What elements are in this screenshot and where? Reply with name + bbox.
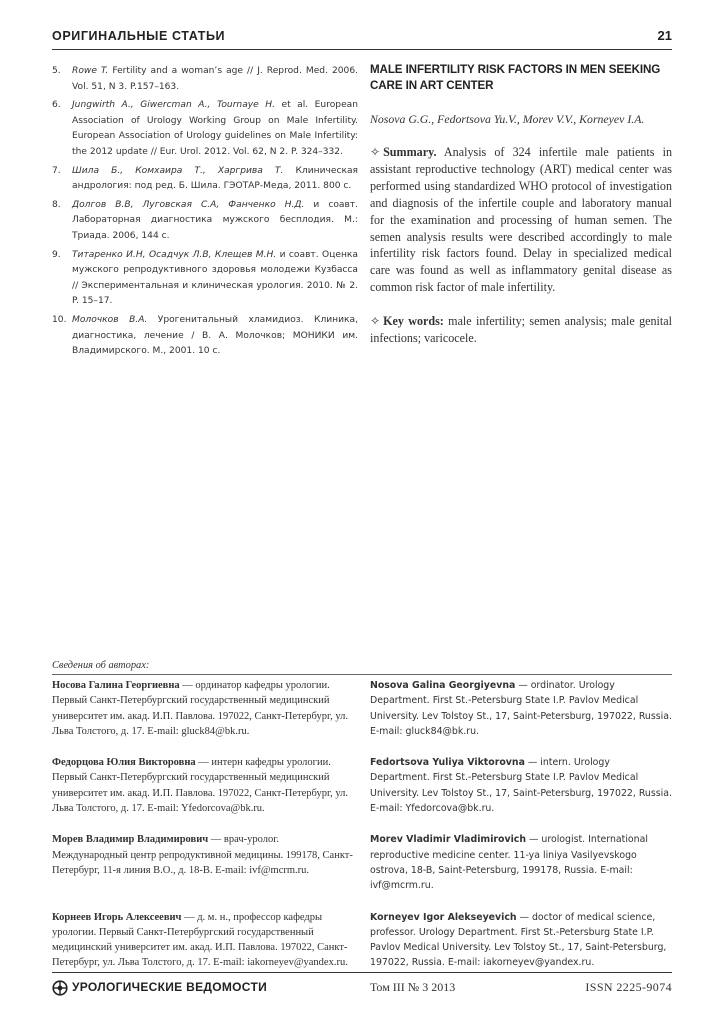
article-authors: Nosova G.G., Fedortsova Yu.V., Morev V.V., Korneyev I.A. xyxy=(370,112,645,126)
author-info-ru xyxy=(52,678,354,739)
author-details-ru: — интерн кафедры урологии. Первый Санкт-Петербургский государственный медицинский университет им. акад. И.П. Павлова. 197022, Санкт-Петербург, ул. Льва Толстого, д. 17. E-mail: Yfedorcova@bk.ru. xyxy=(52,757,349,815)
reference-number: 7. xyxy=(52,165,61,176)
reference-item xyxy=(52,248,358,310)
running-footer xyxy=(52,972,672,1000)
reference-citation: Урогенитальный хламидиоз. Клиника, диагностика, лечение / В. А. Молочков; МОНИКИ им. Владимирского. М., 2001. 10 с. xyxy=(72,314,358,357)
keywords-text: male infertility; semen analysis; male genital infections; varicocele. xyxy=(370,314,672,346)
reference-item xyxy=(52,198,358,245)
author-name-en: Fedortsova Yuliya Viktorovna xyxy=(370,757,525,769)
reference-number: 9. xyxy=(52,249,61,260)
reference-text xyxy=(72,164,358,195)
reference-item xyxy=(52,98,358,160)
author-details-ru: — д. м. н., профессор кафедры урологии. Первый Санкт-Петербургский государственный медицинский университет им. акад. И.П. Павлова. 197022, Санкт-Петербург, ул. Льва Толстого, д. 17. E-mail: iakorneyev@yandex.ru. xyxy=(52,911,348,969)
author-info-ru xyxy=(52,832,354,893)
author-info-en xyxy=(370,832,672,893)
reference-item xyxy=(52,64,358,95)
author-name-ru: Носова Галина Георгиевна xyxy=(52,680,180,691)
author-name-en: Morev Vladimir Vladimirovich xyxy=(370,834,527,846)
author-row xyxy=(52,678,672,739)
summary-label: Summary. xyxy=(383,145,437,159)
author-row xyxy=(52,755,672,816)
reference-authors: Титаренко И.Н, Осадчук Л.В, Клещев М.Н. xyxy=(72,249,277,260)
keywords-paragraph xyxy=(370,313,672,347)
reference-number: 5. xyxy=(52,66,61,76)
reference-authors: Долгов В.В, Луговская С.А, Фанченко Н.Д. xyxy=(72,199,305,210)
summary-text: Analysis of 324 infertile male patients in assistant reproductive technology (ART) medical center was performed using standardized WHO protocol of investigation and diagnosis of the infertile couple and laboratory manual for the examination and processing of human semen. The semen analysis results were described accordingly to male infertility risk factors found. Delay in specialized medical care was found as well as inflammatory genital disease as common risk factor of male infertility. xyxy=(370,145,672,295)
author-name-en: Korneyev Igor Alekseyevich xyxy=(370,911,517,923)
divider xyxy=(52,674,672,675)
author-info-ru xyxy=(52,755,354,816)
author-details-en: — doctor of medical science, professor. Urology Department. First St.-Petersburg State I.P. Pavlov Medical University. Lev Tolstoy St., 17, Saint-Petersburg, 197022, Russia. E-mail: iakorneyev@yandex.ru. xyxy=(370,911,667,969)
reference-citation: et al. European Association of Urology Working Group on Male Infertility. European Association of Urology guidelines on Male Infertility: the 2012 update // Eur. Urol. 2012. Vol. 62, N 2. P. 324–332. xyxy=(72,100,359,157)
reference-text xyxy=(72,248,358,310)
reference-text xyxy=(72,64,358,95)
author-info-en xyxy=(370,678,672,739)
keywords-label: Key words: xyxy=(383,314,444,329)
english-abstract xyxy=(370,62,672,347)
author-name-ru: Федорцова Юлия Викторовна xyxy=(52,757,196,769)
reference-citation: и соавт. Оценка мужского репродуктивного здоровья молодежи Кузбасса // Экспериментальная и клиническая урология. 2010. № 2. P. 15–17. xyxy=(72,249,358,307)
reference-citation: Клиническая андрология: под ред. Б. Шила. ГЭОТАР-Меда, 2011. 800 с. xyxy=(72,165,358,192)
reference-text xyxy=(72,98,358,160)
author-name-ru: Корнеев Игорь Алексеевич xyxy=(52,911,182,923)
author-name-ru: Морев Владимир Владимирович xyxy=(52,834,209,846)
author-name-en: Nosova Galina Georgiyevna xyxy=(370,680,516,691)
author-details-en: — ordinator. Urology Department. First St.-Petersburg State I.P. Pavlov Medical University. Lev Tolstoy St., 17, Saint-Petersburg, 197022, Russia. E-mail: gluck84@bk.ru. xyxy=(370,680,672,737)
author-details-ru: — ординатор кафедры урологии. Первый Санкт-Петербургский государственный медицинский университет им. акад. И.П. Павлова. 197022, Санкт-Петербург, ул. Льва Толстого, д. 17. E-mail: gluck84@bk.ru. xyxy=(52,680,349,737)
authors-info-label: Сведения об авторах: xyxy=(52,660,150,671)
reference-citation: и соавт. Лабораторная диагностика мужского бесплодия. М.: Триада. 2006, 144 с. xyxy=(72,199,358,241)
reference-authors: Молочков В.А. xyxy=(72,314,148,325)
author-row xyxy=(52,910,672,971)
author-info-en xyxy=(370,910,672,971)
reference-text xyxy=(72,313,358,360)
issue-info: Том III № 3 2013 xyxy=(370,980,456,994)
summary-paragraph xyxy=(370,144,672,296)
reference-citation: Fertility and a woman’s age // J. Reprod. Med. 2006. Vol. 51, N 3. P.157–163. xyxy=(72,66,359,92)
author-details-ru: — врач-уролог. Международный центр репродуктивной медицины. 199178, Санкт-Петербург, 11-я линия В.О., д. 18-В. E-mail: ivf@mcrm.ru. xyxy=(52,834,353,876)
reference-number: 6. xyxy=(52,100,61,111)
authors-info xyxy=(52,678,672,987)
author-details-en: — intern. Urology Department. First St.-Petersburg State I.P. Pavlov Medical University. Lev Tolstoy St., 17, Saint-Petersburg, 197022, Russia. E-mail: Yfedorcova@bk.ru. xyxy=(370,757,672,815)
reference-list xyxy=(52,64,358,363)
author-info-ru xyxy=(52,910,354,971)
issn: ISSN 2225-9074 xyxy=(585,980,672,994)
reference-text xyxy=(72,198,358,245)
journal-logo-icon xyxy=(52,980,68,996)
article-title: MALE INFERTILITY RISK FACTORS IN MEN SEEKING CARE IN ART CENTER xyxy=(370,63,661,92)
author-details-en: — urologist. International reproductive medicine center. 11-ya liniya Vasilyevskogo ostrova, 18-B, Saint-Petersburg, 199178, Russia. E-mail: ivf@mcrm.ru. xyxy=(370,834,648,892)
reference-number: 8. xyxy=(52,199,61,210)
reference-item xyxy=(52,164,358,195)
author-info-en xyxy=(370,755,672,816)
running-header xyxy=(52,24,672,50)
reference-authors: Rowe T. xyxy=(72,66,109,76)
reference-number: 10. xyxy=(52,314,67,325)
reference-item xyxy=(52,313,358,360)
page-number: 21 xyxy=(657,28,672,43)
diamond-marker-icon: ✧ xyxy=(370,314,381,329)
section-title: ОРИГИНАЛЬНЫЕ СТАТЬИ xyxy=(52,29,226,43)
journal-name: УРОЛОГИЧЕСКИЕ ВЕДОМОСТИ xyxy=(72,980,268,994)
diamond-marker-icon: ✧ xyxy=(370,145,381,159)
reference-authors: Шила Б., Комхаира Т., Харгрива Т. xyxy=(72,165,284,176)
reference-authors: Jungwirth A., Giwercman A., Tournaye H. xyxy=(72,100,275,111)
author-row xyxy=(52,832,672,893)
